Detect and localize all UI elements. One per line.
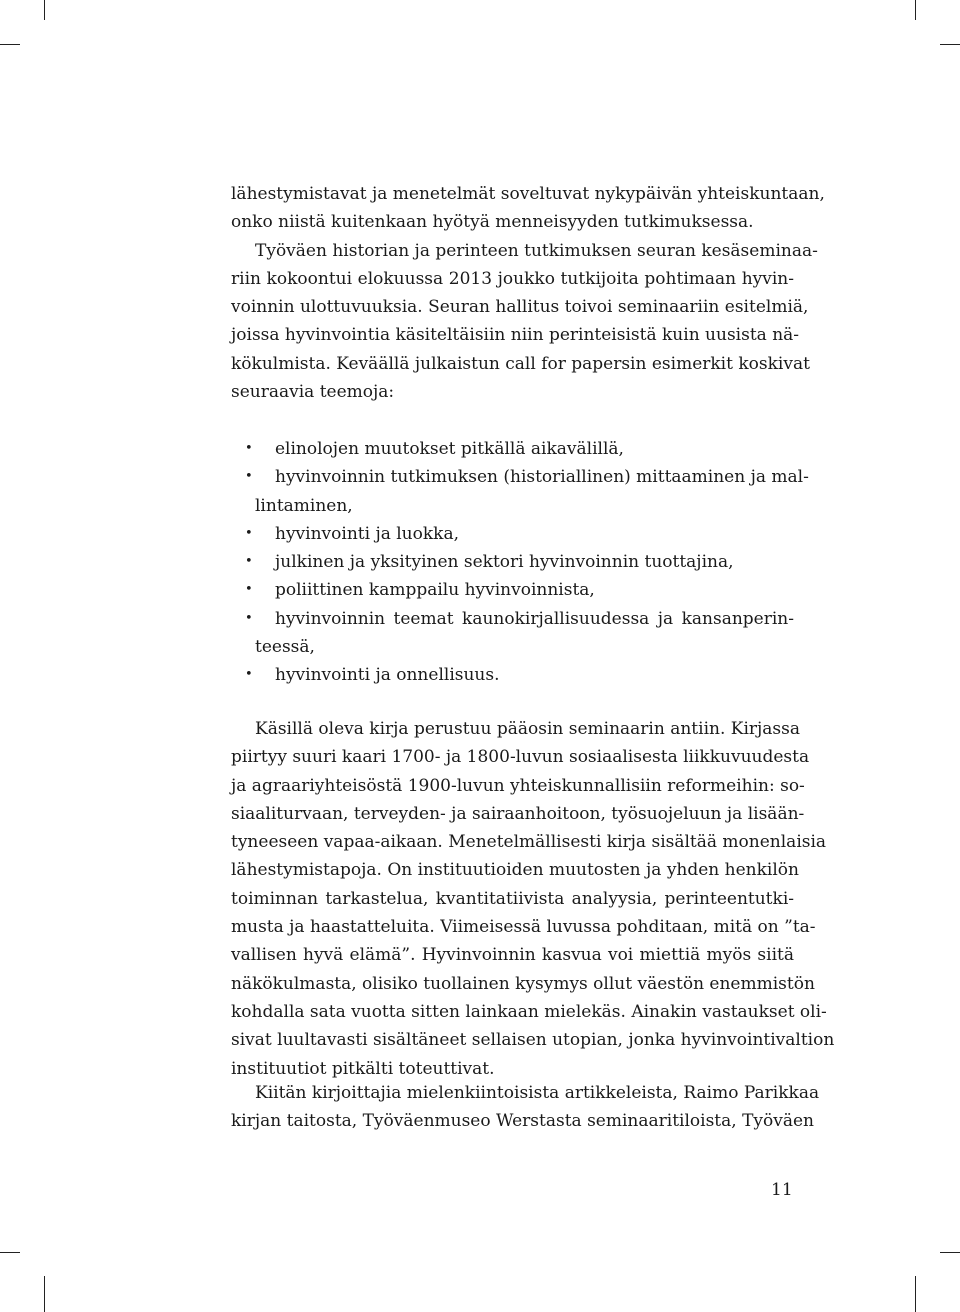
text-line: kohdalla sata vuotta sitten lainkaan mielekäs. Ainakin vastaukset oli- [231,1001,827,1022]
crop-mark [44,0,45,20]
text-line: piirtyy suuri kaari 1700- ja 1800-luvun sosiaalisesta liikkuvuudesta [231,747,810,768]
text-line: tyneeseen vapaa-aikaan. Menetelmällisesti kirja sisältää monenlaisia [231,832,827,853]
text-line: ja agraariyhteisöstä 1900-luvun yhteiskunnallisiin reformeihin: so- [231,775,805,796]
bullet-icon: • [245,667,253,683]
crop-mark [940,44,960,45]
text-line: kökulmista. Keväällä julkaistun call for papersin esimerkit koskivat [231,353,810,374]
list-item-text: hyvinvointi ja onnellisuus. [275,665,500,686]
bullet-icon: • [245,441,253,456]
text-line: sivat luultavasti sisältäneet sellaisen utopian, jonka hyvinvointivaltion [231,1030,835,1051]
text-line: onko niistä kuitenkaan hyötyä menneisyyden tutkimuksessa. [231,212,754,233]
list-item-text: elinolojen muutokset pitkällä aikavälillä, [275,439,624,459]
list-item-text: teessä, [255,637,315,658]
text-line: näkökulmasta, olisiko tuollainen kysymys ollut väestön enemmistön [231,973,815,994]
text-line: voinnin ulottuvuuksia. Seuran hallitus toivoi seminaariin esitelmiä, [231,297,809,318]
list-item-text: poliittinen kamppailu hyvinvoinnista, [275,580,595,601]
crop-mark [44,1276,45,1312]
text-line: musta ja haastatteluita. Viimeisessä luvussa pohditaan, mitä on ”ta- [231,917,816,938]
text-line: siaaliturvaan, terveyden- ja sairaanhoitoon, työsuojeluun ja lisään- [231,803,805,824]
crop-mark [940,1252,960,1253]
list-item-text: hyvinvoinnin teemat kaunokirjallisuudessa ja kansanperin- [275,608,794,629]
list-item-text: hyvinvoinnin tutkimuksen (historiallinen) mittaaminen ja mal- [275,467,809,488]
text-line: lähestymistavat ja menetelmät soveltuvat nykypäivän yhteiskuntaan, [231,184,825,204]
list-item [231,520,794,548]
text-line: riin kokoontui elokuussa 2013 joukko tutkijoita pohtimaan hyvin- [231,268,794,289]
paragraph-acknowledgements [231,1079,820,1136]
text-line: kirjan taitosta, Työväenmuseo Werstasta seminaaritiloista, Työväen [231,1111,814,1132]
text-line: toiminnan tarkastelua, kvantitatiivista analyysia, perinteentutki- [231,888,794,909]
text-line: Käsillä oleva kirja perustuu pääosin seminaarin antiin. Kirjassa [255,719,801,739]
text-line: Kiitän kirjoittajia mielenkiintoisista artikkeleista, Raimo Parikkaa [255,1083,820,1103]
paragraph-intro [231,180,825,406]
crop-mark [0,44,20,45]
bullet-icon: • [245,582,253,598]
list-item-text: julkinen ja yksityinen sektori hyvinvoinnin tuottajina, [275,552,734,573]
bullet-list [231,435,809,690]
bullet-icon: • [245,610,253,626]
crop-mark [0,1252,20,1253]
bullet-icon: • [245,469,253,485]
page-number: 11 [771,1180,793,1200]
text-line: Työväen historian ja perinteen tutkimuksen seuran kesäseminaa- [255,240,818,261]
list-item-text: lintaminen, [255,495,353,516]
text-line: instituutiot pitkälti toteuttivat. [231,1058,495,1079]
paragraph-book-contents [231,715,835,1083]
text-line: seuraavia teemoja: [231,382,395,403]
crop-mark [915,1276,916,1312]
list-item [231,661,794,689]
list-item [231,576,794,604]
crop-mark [915,0,916,20]
text-line: vallisen hyvä elämä”. Hyvinvoinnin kasvua voi miettiä myös siitä [231,945,794,966]
list-item [231,605,794,662]
list-item [231,548,794,576]
list-item-text: hyvinvointi ja luokka, [275,523,460,544]
text-line: joissa hyvinvointia käsiteltäisiin niin perinteisistä kuin uusista nä- [231,325,800,346]
bullet-icon: • [245,525,253,541]
text-line: lähestymistapoja. On instituutioiden muutosten ja yhden henkilön [231,860,799,881]
list-item [231,463,809,520]
list-item [231,435,794,463]
bullet-icon: • [245,554,253,570]
